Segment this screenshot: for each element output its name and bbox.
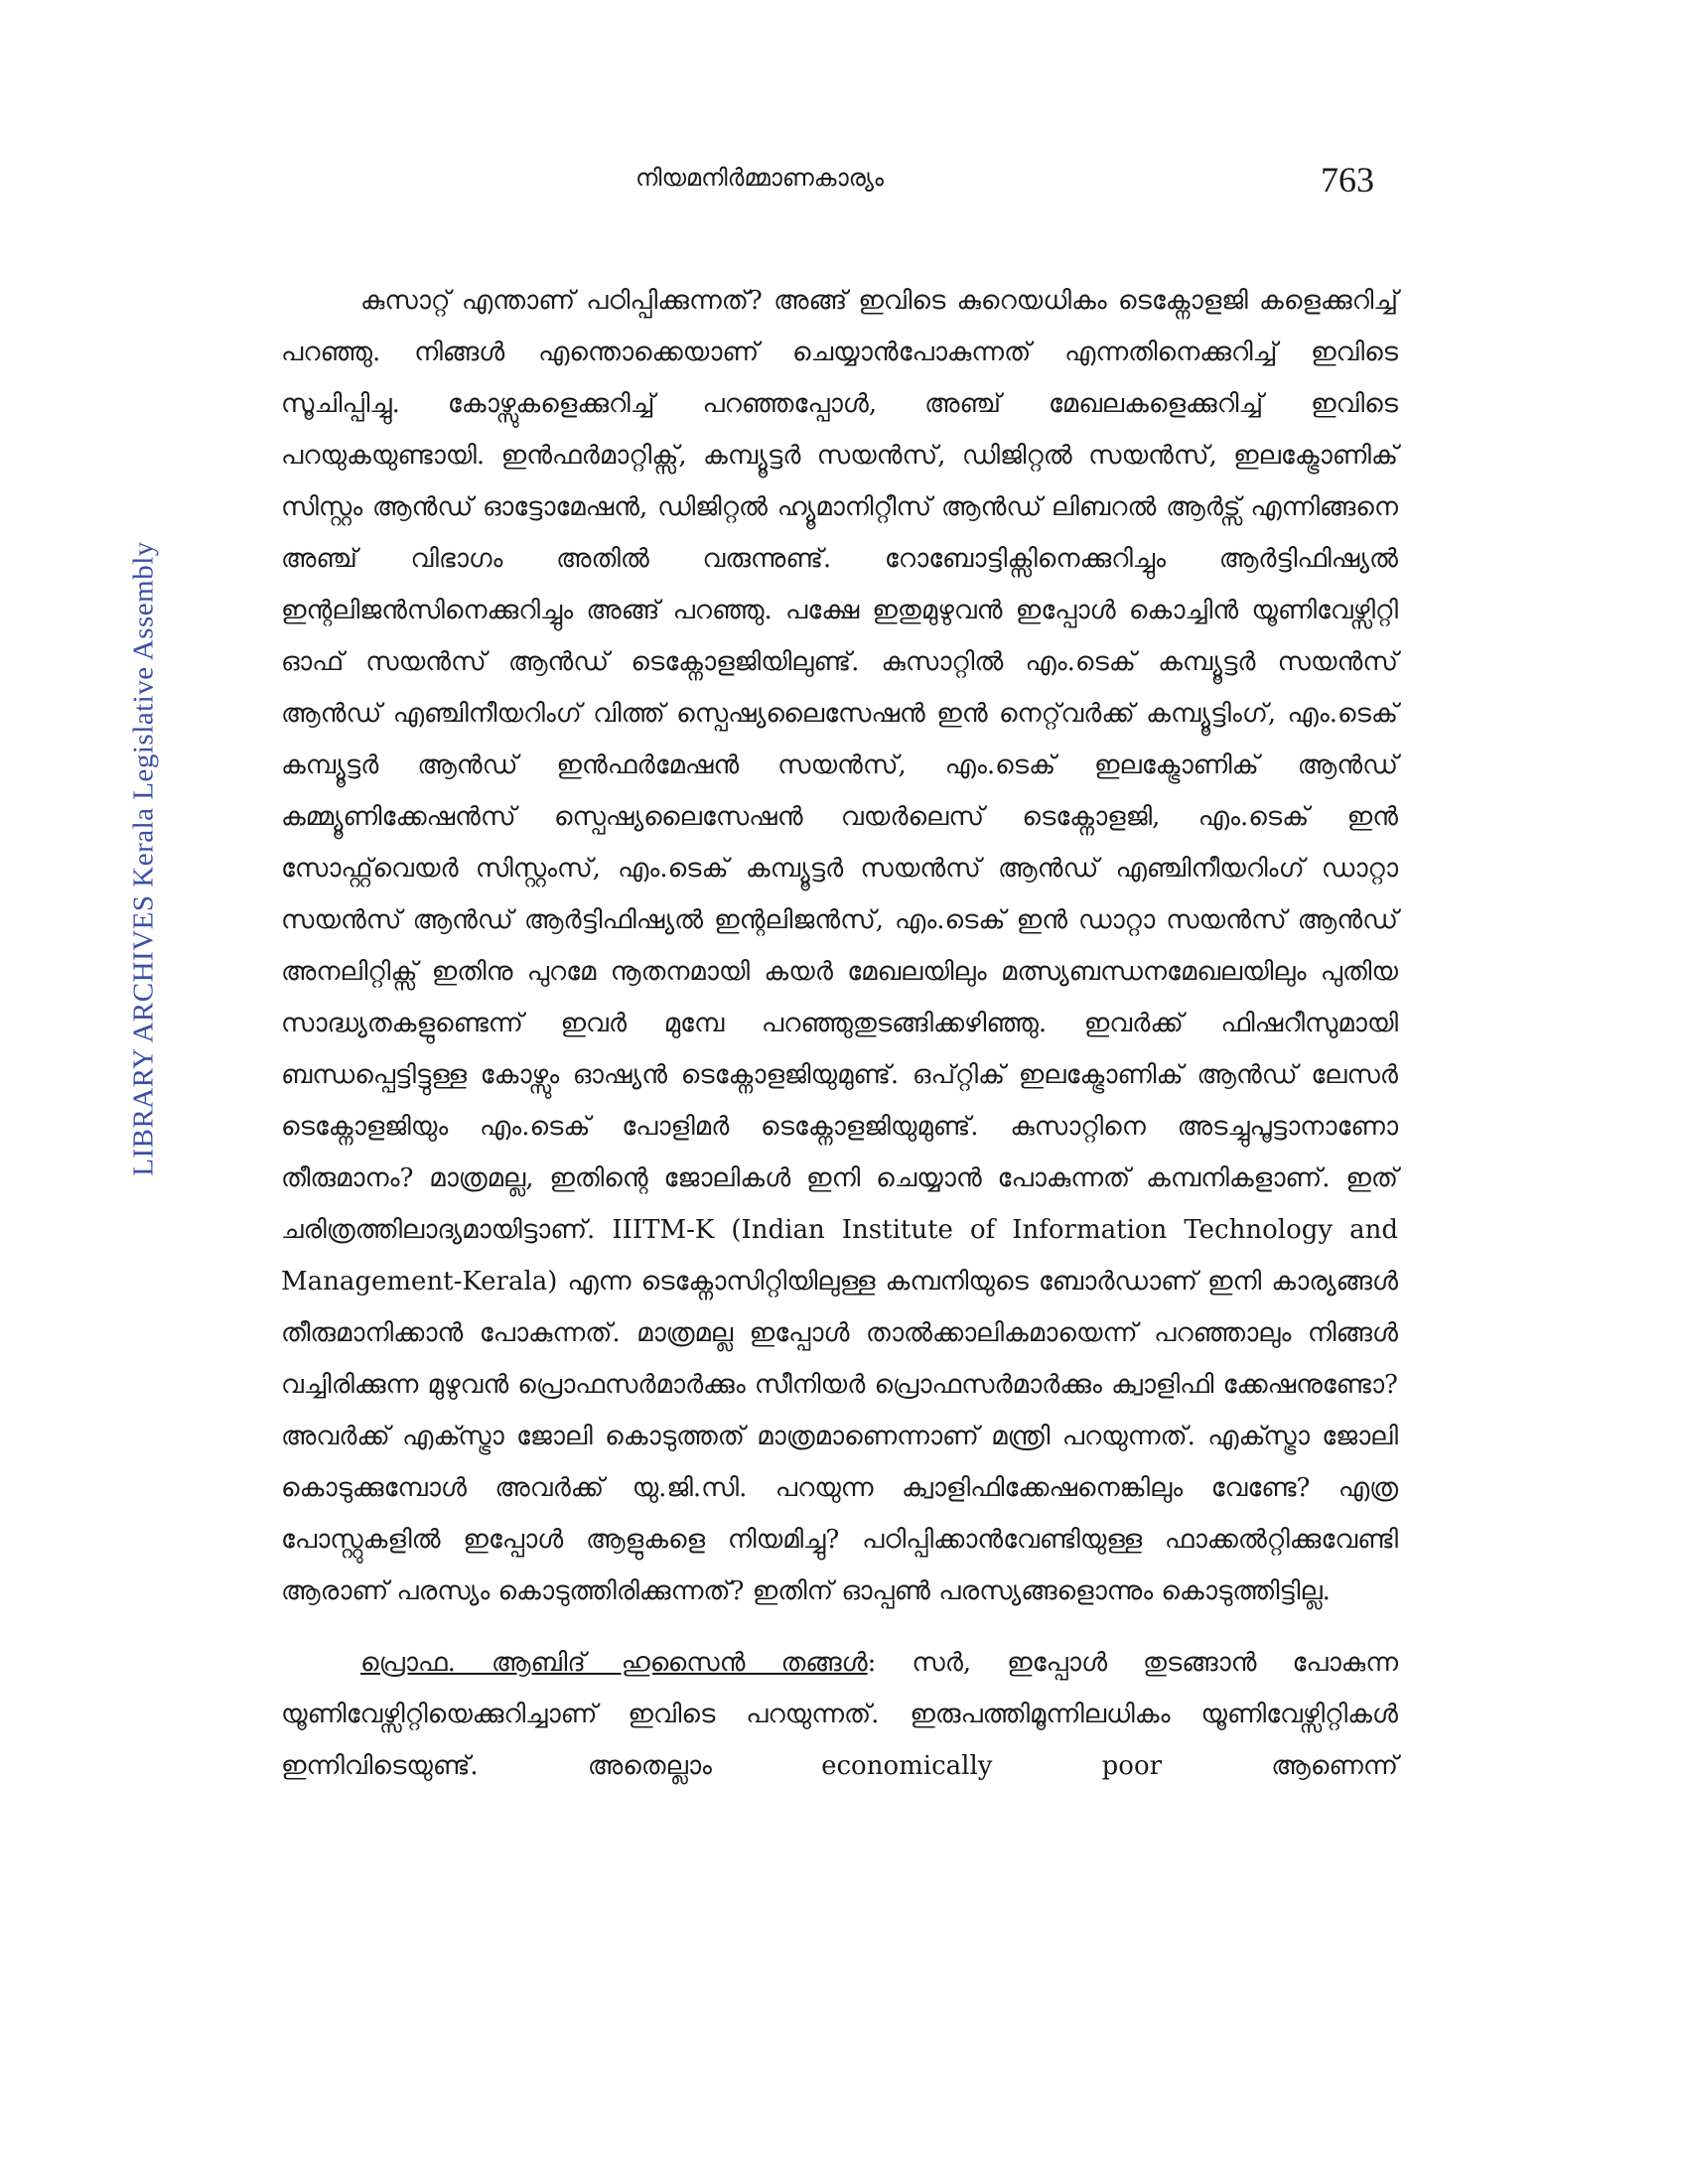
speaker-name: പ്രൊഫ. ആബിദ് ഹുസൈൻ തങ്ങൾ <box>360 1648 868 1678</box>
paragraph: കുസാറ്റ് എന്താണ് പഠിപ്പിക്കുന്നത്? അങ്ങ് ഇവിടെ കുറെയധികം ടെക്നോളജി കളെക്കുറിച്ച് പറഞ്ഞു. നിങ്ങൾ എന്തൊക്കെയാണ് ചെയ്യാൻപോകുന്നത് എന്നതിനെക്കുറിച്ച് ഇവിടെ സൂചിപ്പിച്ചു. കോഴ്സുകളെക്കുറിച്ച് പറഞ്ഞപ്പോൾ, അഞ്ച് മേഖലകളെക്കുറിച്ച് ഇവിടെ പറയുകയുണ്ടായി. ഇൻഫർമാറ്റിക്സ്, കമ്പ്യൂട്ടർ സയൻസ്, ഡിജിറ്റൽ സയൻസ്, ഇലക്ട്രോണിക് സിസ്റ്റം ആൻഡ് ഓട്ടോമേഷൻ, ഡിജിറ്റൽ ഹ്യൂമാനിറ്റീസ് ആൻഡ് ലിബറൽ ആർട്സ് എന്നിങ്ങനെ അഞ്ച് വിഭാഗം അതിൽ വരുന്നുണ്ട്. റോബോട്ടിക്സിനെക്കുറിച്ചും ആർട്ടിഫിഷ്യൽ ഇന്റലിജൻസിനെക്കുറിച്ചും അങ്ങ് പറഞ്ഞു. പക്ഷേ ഇതുമുഴുവൻ ഇപ്പോൾ കൊച്ചിൻ യൂണിവേഴ്സിറ്റി ഓഫ് സയൻസ് ആൻഡ് ടെക്നോളജിയിലുണ്ട്. കുസാറ്റിൽ എം.ടെക് കമ്പ്യൂട്ടർ സയൻസ് ആൻഡ് എഞ്ചിനീയറിംഗ് വിത്ത് സ്പെഷ്യലൈസേഷൻ ഇൻ നെറ്റ്‌വർക്ക് കമ്പ്യൂട്ടിംഗ്, എം.ടെക് കമ്പ്യൂട്ടർ ആൻഡ് ഇൻഫർമേഷൻ സയൻസ്, എം.ടെക് ഇലക്ട്രോണിക് ആൻഡ് കമ്മ്യൂണിക്കേഷൻസ് സ്പെഷ്യലൈസേഷൻ വയർലെസ് ടെക്നോളജി, എം.ടെക് ഇൻ സോഫ്റ്റ്‌വെയർ സിസ്റ്റംസ്, എം.ടെക് കമ്പ്യൂട്ടർ സയൻസ് ആൻഡ് എഞ്ചിനീയറിംഗ് ഡാറ്റാ സയൻസ് ആൻഡ് ആർട്ടിഫിഷ്യൽ ഇന്റലിജൻസ്, എം.ടെക് ഇൻ ഡാറ്റാ സയൻസ് ആൻഡ് അനലിറ്റിക്സ് ഇതിനു പുറമേ നൂതനമായി കയർ മേഖലയിലും മത്സ്യബന്ധനമേഖലയിലും പുതിയ സാദ്ധ്യതകളുണ്ടെന്ന് ഇവർ മുമ്പേ പറഞ്ഞുതുടങ്ങിക്കഴിഞ്ഞു. ഇവർക്ക് ഫിഷറീസുമായി ബന്ധപ്പെട്ടിട്ടുള്ള കോഴ്സും ഓഷ്യൻ ടെക്നോളജിയുമുണ്ട്. ഒപ്റ്റിക് ഇലക്ട്രോണിക് ആൻഡ് ലേസർ ടെക്നോളജിയും എം.ടെക് പോളിമർ ടെക്നോളജിയുമുണ്ട്. കുസാറ്റിനെ അടച്ചുപൂട്ടാനാണോ തീരുമാനം? മാത്രമല്ല, ഇതിന്റെ ജോലികൾ ഇനി ചെയ്യാൻ പോകുന്നത് കമ്പനികളാണ്. ഇത് ചരിത്രത്തിലാദ്യമായിട്ടാണ്. IIITM-K (Indian Institute of Information Technology and Management-Kerala) എന്ന ടെക്നോസിറ്റിയിലുള്ള കമ്പനിയുടെ ബോർഡാണ് ഇനി കാര്യങ്ങൾ തീരുമാനിക്കാൻ പോകുന്നത്. മാത്രമല്ല ഇപ്പോൾ താൽക്കാലികമായെന്ന് പറഞ്ഞാലും നിങ്ങൾ വച്ചിരിക്കുന്ന മുഴുവൻ പ്രൊഫസർമാർക്കും സീനിയർ പ്രൊഫസർമാർക്കും ക്വാളിഫി ക്കേഷനുണ്ടോ? അവർക്ക് എക്സ്ട്രാ ജോലി കൊടുത്തത് മാത്രമാണെന്നാണ് മന്ത്രി പറയുന്നത്. എക്സ്ട്രാ ജോലി കൊടുക്കുമ്പോൾ അവർക്ക് യു.ജി.സി. പറയുന്ന ക്വാളിഫിക്കേഷനെങ്കിലും വേണ്ടേ? എത്ര പോസ്റ്റുകളിൽ ഇപ്പോൾ ആളുകളെ നിയമിച്ചു? പഠിപ്പിക്കാൻവേണ്ടിയുള്ള ഫാക്കൽറ്റിക്കുവേണ്ടി ആരാണ് പരസ്യം കൊടുത്തിരിക്കുന്നത്? ഇതിന് ഓപ്പൺ പരസ്യങ്ങളൊന്നും കൊടുത്തിട്ടില്ല. <box>281 286 1398 1606</box>
speech-text: : സർ, ഇപ്പോൾ തുടങ്ങാൻ പോകുന്ന യൂണിവേഴ്സിറ്റിയെക്കുറിച്ചാണ് ഇവിടെ പറയുന്നത്. ഇരുപത്തിമൂന്നിലധികം യൂണിവേഴ്സിറ്റികൾ ഇന്നിവിടെയുണ്ട്. അതെല്ലാം economically poor ആണെന്ന് <box>281 1648 1398 1781</box>
page-number: 763 <box>1321 160 1374 200</box>
page-header-title: നിയമനിർമ്മാണകാര്യം <box>635 164 884 192</box>
paragraph <box>281 1637 1398 1792</box>
archive-watermark: LIBRARY ARCHIVES Kerala Legislative Assembly <box>127 541 160 1176</box>
document-body <box>281 275 1398 1792</box>
